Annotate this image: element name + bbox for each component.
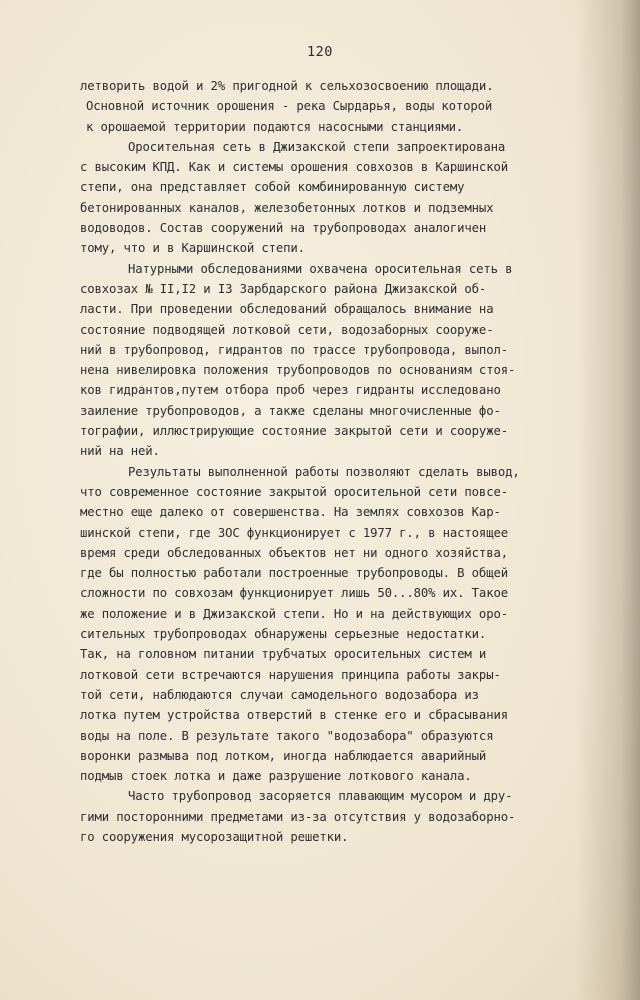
text-line: заиление трубопроводов, а также сделаны многочисленные фо-: [80, 403, 501, 418]
page-number: 120: [307, 44, 333, 60]
text-line: ний в трубопровод, гидрантов по трассе трубопровода, выпол-: [80, 342, 508, 357]
text-line: ков гидрантов,путем отбора проб через гидранты исследовано: [80, 383, 501, 398]
text-line: тому, что и в Каршинской степи.: [80, 241, 305, 256]
text-line: гими посторонними предметами из-за отсутствия у водозаборно-: [80, 809, 516, 824]
text-line: Оросительная сеть в Джизакской степи запроектирована: [128, 139, 506, 154]
paragraph: [80, 259, 580, 462]
text-line: нена нивелировка положения трубопроводов по основаниям стоя-: [80, 363, 516, 378]
text-line: тографии, иллюстрирующие состояние закрытой сети и сооруже-: [80, 424, 508, 439]
text-line: Так, на головном питании трубчатых оросительных систем и: [80, 647, 487, 662]
paragraph: [80, 76, 580, 137]
text-line: местно еще далеко от совершенства. На землях совхозов Кар-: [80, 505, 501, 520]
text-line: той сети, наблюдаются случаи самодельного водозабора из: [80, 687, 479, 702]
text-line: к орошаемой территории подаются насосными станциями.: [86, 119, 464, 134]
paragraph: [80, 137, 580, 259]
text-line: го сооружения мусорозащитной решетки.: [80, 829, 349, 844]
text-line: где бы полностью работали построенные трубопроводы. В общей: [80, 566, 508, 581]
text-line: ний на ней.: [80, 444, 160, 459]
text-line: летворить водой и 2% пригодной к сельхозосвоению площади.: [80, 79, 494, 93]
text-line: состояние подводящей лотковой сети, водозаборных сооруже-: [80, 322, 494, 337]
paragraph: [80, 462, 580, 787]
text-line: Результаты выполненной работы позволяют сделать вывод,: [128, 464, 520, 479]
text-line: степи, она представляет собой комбинированную систему: [80, 180, 465, 195]
text-line: водоводов. Состав сооружений на трубопроводах аналогичен: [80, 221, 487, 236]
text-line: же положение и в Джизакской степи. Но и на действующих оро-: [80, 606, 508, 621]
text-line: сложности по совхозам функционирует лишь 50...80% их. Такое: [80, 586, 508, 601]
text-line: воронки размыва под лотком, иногда наблюдается аварийный: [80, 748, 487, 763]
paragraph: [80, 786, 580, 847]
text-line: совхозах № II,I2 и I3 Зарбдарского района Джизакской об-: [80, 281, 487, 296]
text-line: с высоким КПД. Как и системы орошения совхозов в Каршинской: [80, 160, 508, 175]
text-line: лотка путем устройства отверстий в стенке его и сбрасывания: [80, 708, 508, 723]
text-line: Основной источник орошения - река Сырдарья, воды которой: [86, 99, 493, 114]
text-line: сительных трубопроводах обнаружены серьезные недостатки.: [80, 627, 487, 642]
text-line: бетонированных каналов, железобетонных лотков и подземных: [80, 200, 494, 215]
text-line: Часто трубопровод засоряется плавающим мусором и дру-: [128, 789, 513, 804]
text-line: лотковой сети встречаются нарушения принципа работы закры-: [80, 667, 501, 682]
body-text: [80, 76, 580, 847]
text-line: Натурными обследованиями охвачена оросительная сеть в: [128, 261, 513, 276]
text-line: ласти. При проведении обследований обращалось внимание на: [80, 302, 494, 317]
text-line: шинской степи, где ЗОС функционирует с 1977 г., в настоящее: [80, 525, 508, 540]
text-line: время среди обследованных объектов нет ни одного хозяйства,: [80, 545, 508, 560]
text-line: воды на поле. В результате такого "водозабора" образуются: [80, 728, 494, 743]
text-line: что современное состояние закрытой оросительной сети повсе-: [80, 484, 508, 499]
text-line: подмыв стоек лотка и даже разрушение лоткового канала.: [80, 769, 472, 784]
